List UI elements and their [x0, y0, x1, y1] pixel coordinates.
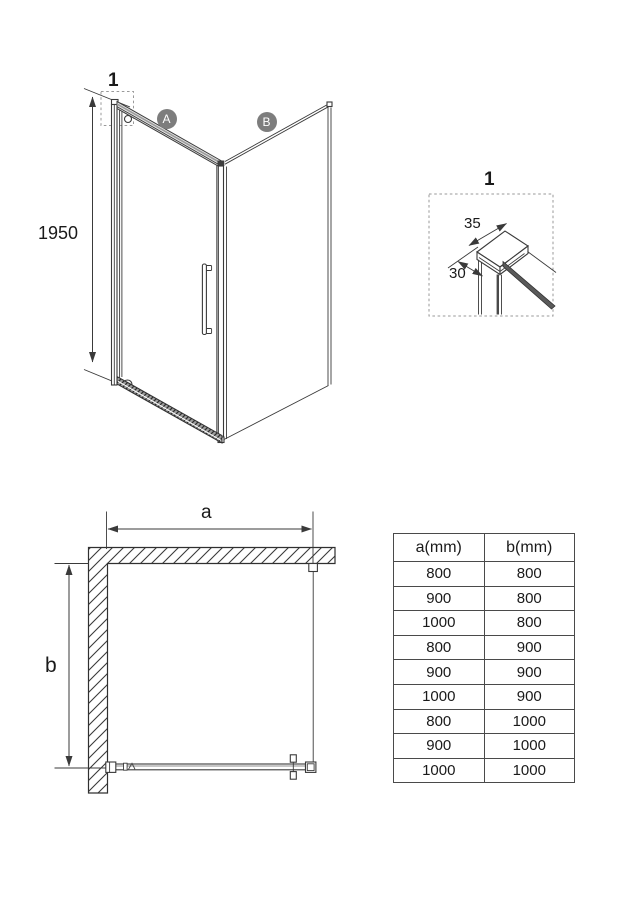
plan-depth-label: b [45, 654, 57, 677]
plan-corner-cap [306, 762, 316, 772]
side-panel-edges [224, 104, 329, 440]
door-bottom-rail [117, 377, 222, 444]
plan-side-glass [309, 564, 318, 763]
table-row [394, 660, 575, 685]
table-cell: 1000 [394, 684, 485, 709]
panel-b-badge: B [257, 112, 277, 132]
rear-post [327, 102, 332, 386]
wall-profile [112, 100, 119, 386]
size-table [393, 533, 575, 783]
detail-depth-value: 30 [449, 265, 466, 282]
detail-view-marker: 1 [484, 169, 495, 190]
table-cell: 800 [394, 635, 485, 660]
height-dimension-value: 1950 [38, 223, 79, 243]
wall-hatching [89, 548, 336, 794]
enclosure-3d-view [84, 89, 332, 444]
center-post [218, 161, 225, 443]
table-cell: 1000 [484, 709, 575, 734]
table-row [394, 562, 575, 587]
size-table-header-b: b(mm) [484, 534, 575, 562]
size-table-header-a: a(mm) [394, 534, 485, 562]
door-handle [202, 264, 211, 335]
dimension-1950 [84, 89, 130, 384]
detail-width-value: 35 [464, 215, 481, 232]
table-cell: 800 [394, 709, 485, 734]
table-row [394, 709, 575, 734]
table-cell: 1000 [394, 611, 485, 636]
table-row [394, 586, 575, 611]
table-cell: 800 [484, 611, 575, 636]
table-cell: 900 [394, 660, 485, 685]
plan-width-label: a [201, 502, 212, 523]
table-cell: 800 [484, 586, 575, 611]
profile-cap [477, 231, 528, 275]
table-cell: 900 [484, 635, 575, 660]
table-row [394, 758, 575, 783]
table-row [394, 635, 575, 660]
size-table-header-row [394, 534, 575, 562]
table-cell: 800 [394, 562, 485, 587]
table-row [394, 734, 575, 759]
table-cell: 1000 [484, 734, 575, 759]
plan-wall-bracket [106, 762, 116, 772]
table-cell: 1000 [394, 758, 485, 783]
table-cell: 1000 [484, 758, 575, 783]
table-cell: 900 [394, 586, 485, 611]
table-row [394, 684, 575, 709]
table-cell: 900 [484, 660, 575, 685]
plan-view [55, 512, 336, 794]
panel-a-badge: A [157, 109, 177, 129]
table-row [394, 611, 575, 636]
plan-door-assembly [106, 755, 316, 779]
front-view-detail-marker: 1 [108, 70, 119, 91]
profile-detail-view [429, 194, 556, 316]
table-cell: 800 [484, 562, 575, 587]
table-cell: 900 [394, 734, 485, 759]
table-cell: 900 [484, 684, 575, 709]
size-table-body [394, 562, 575, 783]
